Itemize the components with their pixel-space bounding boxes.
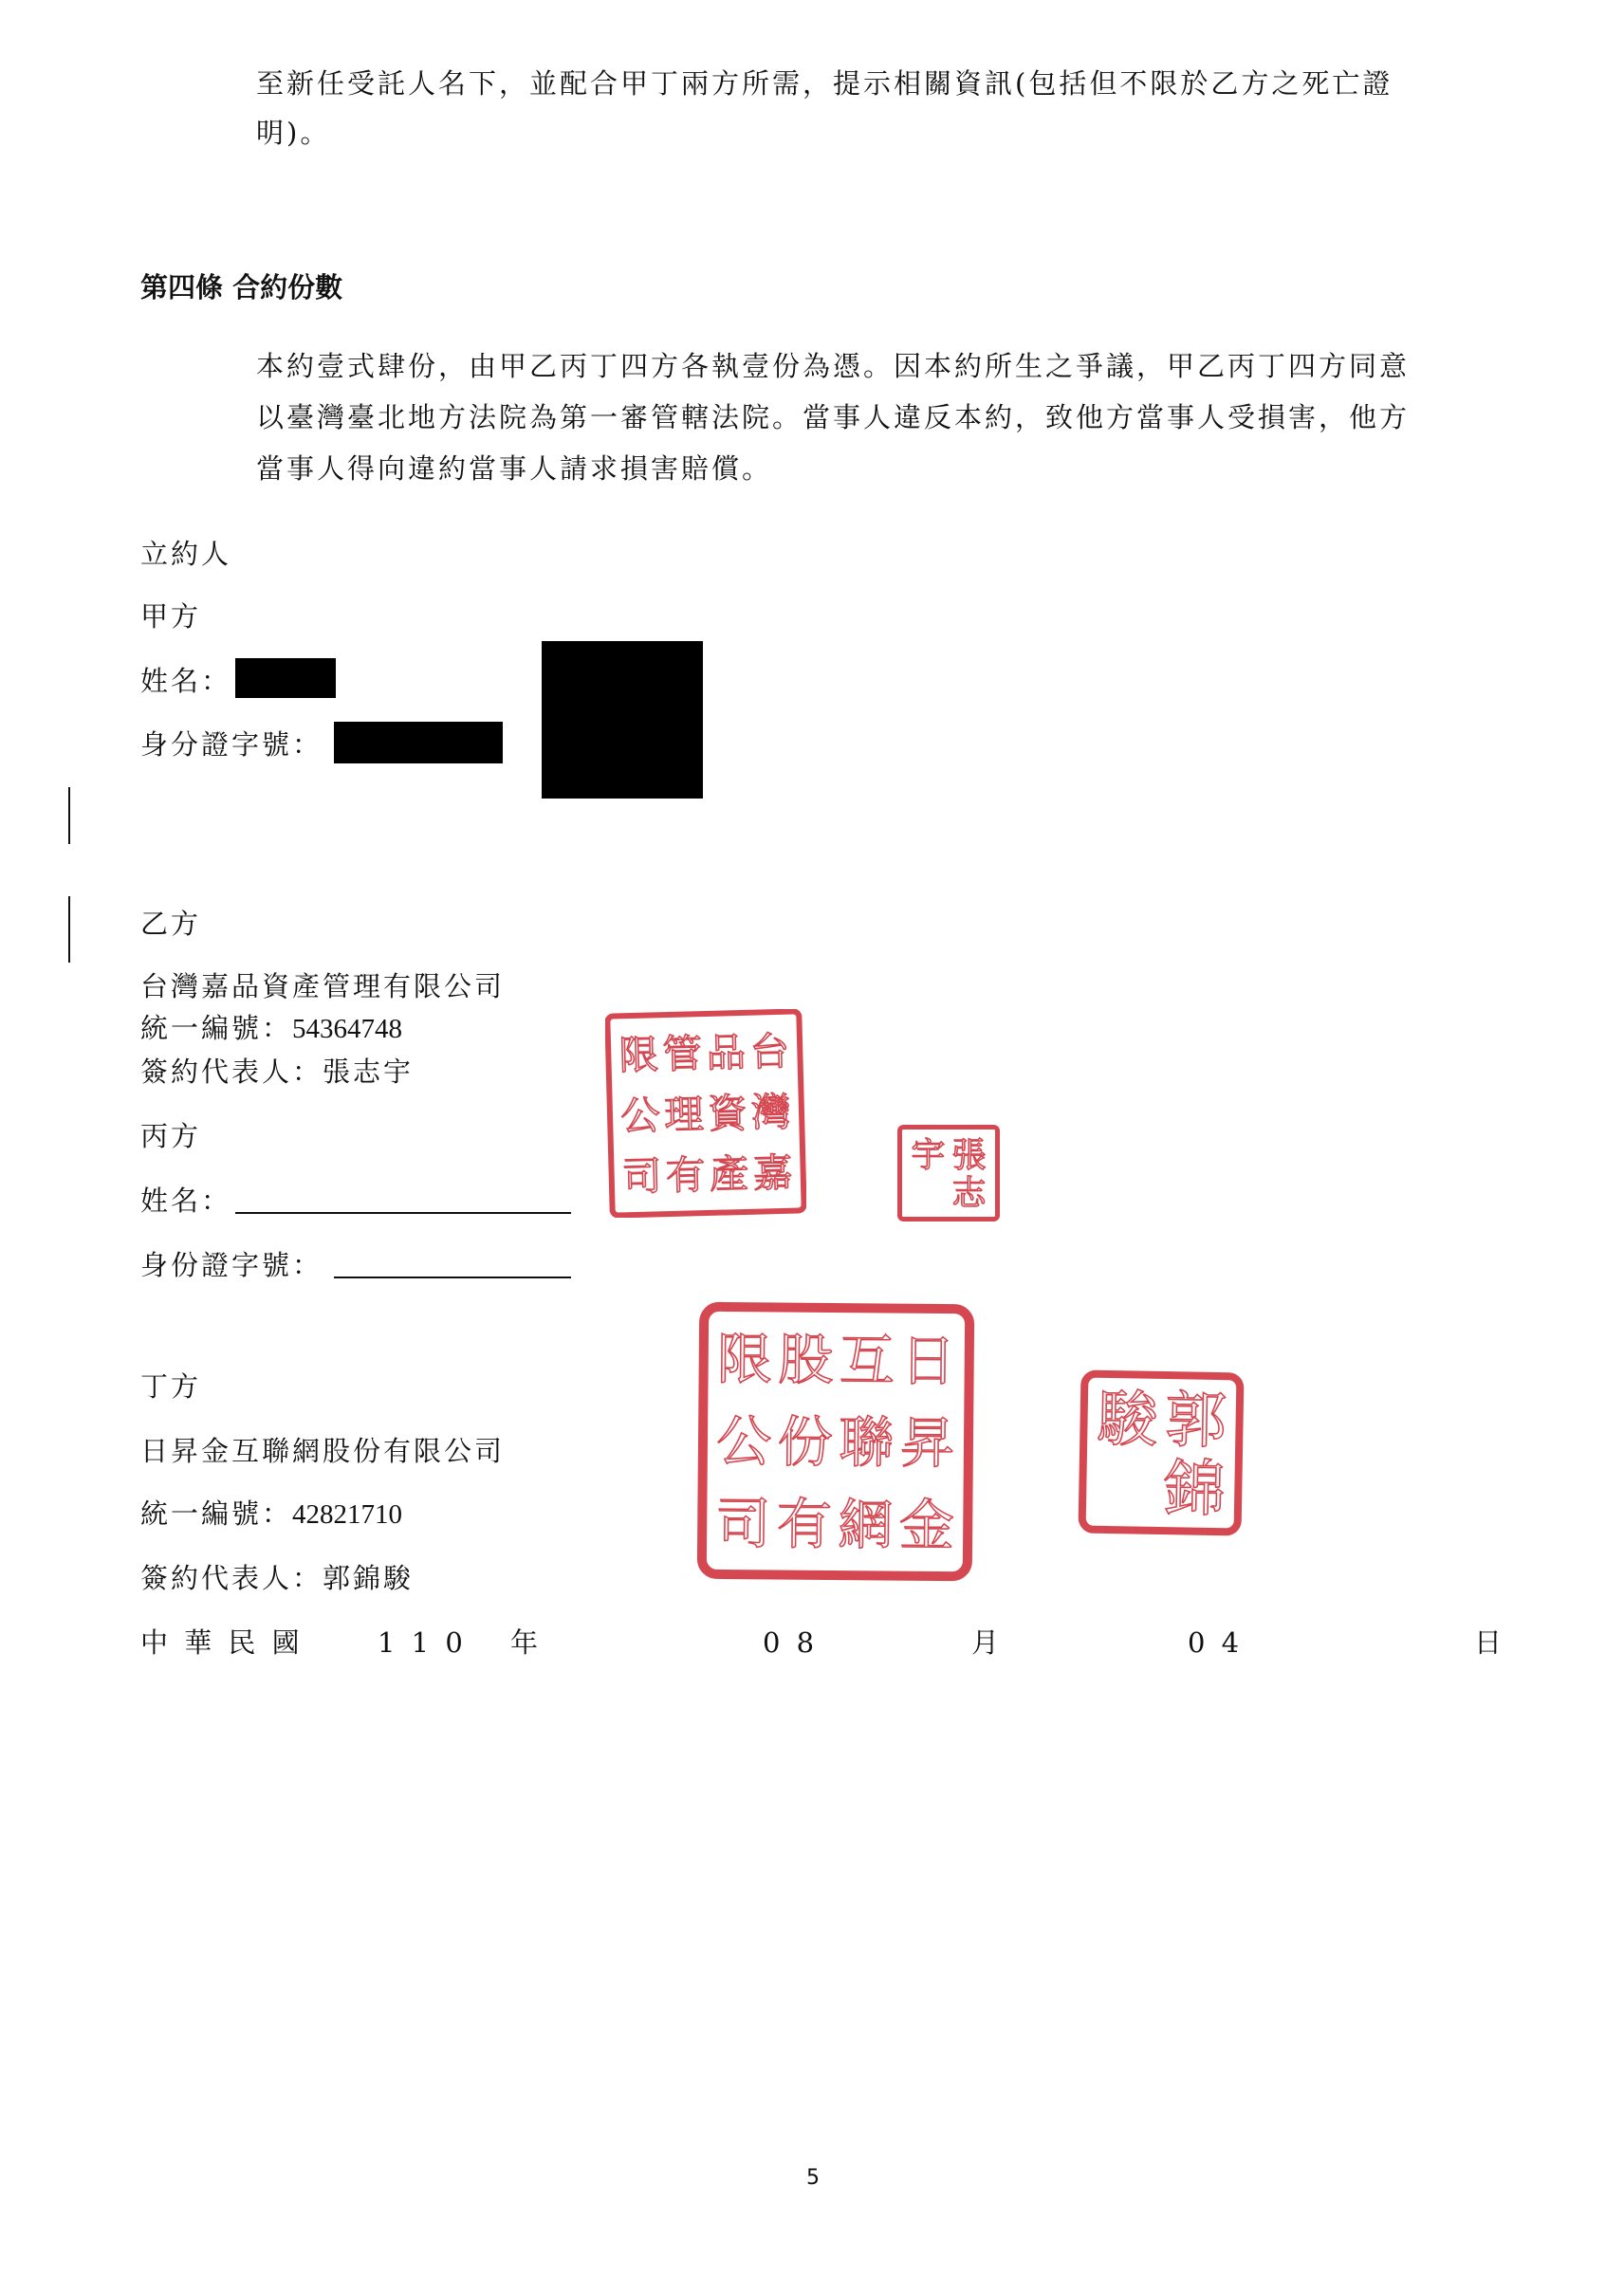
svg-text:公: 公 — [715, 1408, 772, 1475]
revision-change-bar — [68, 787, 70, 844]
date-month: 0 8 — [763, 1626, 819, 1659]
party-a-id-label: 身分證字號： — [140, 728, 323, 761]
svg-text:份: 份 — [777, 1409, 834, 1475]
svg-text:公: 公 — [619, 1093, 661, 1140]
svg-text:管: 管 — [662, 1030, 703, 1078]
party-b-company-seal — [605, 1009, 806, 1218]
svg-text:台: 台 — [749, 1028, 790, 1075]
party-d-company: 日昇金互聯網股份有限公司 — [140, 1435, 506, 1467]
date-day: 0 4 — [1188, 1626, 1244, 1659]
party-d-label: 丁方 — [140, 1370, 202, 1403]
date-era: 中 華 民 國 — [140, 1626, 304, 1659]
svg-text:郭: 郭 — [1164, 1385, 1227, 1458]
svg-text:互: 互 — [839, 1328, 895, 1393]
date-month-unit: 月 — [971, 1626, 1000, 1659]
party-b-rep-label: 簽約代表人： — [140, 1056, 323, 1088]
party-a-label: 甲方 — [140, 600, 202, 633]
party-c-label: 丙方 — [140, 1120, 202, 1152]
party-a-id-redaction — [334, 722, 503, 763]
intro-line-2: 明)。 — [256, 117, 331, 149]
svg-text:品: 品 — [706, 1029, 747, 1076]
party-c-id-blank — [334, 1277, 571, 1278]
svg-text:錦: 錦 — [1163, 1453, 1227, 1526]
party-d-rep-row — [140, 1559, 414, 1597]
article-4-line-1: 本約壹式肆份，由甲乙丙丁四方各執壹份為憑。因本約所生之爭議，甲乙丙丁四方同意 — [256, 350, 1411, 382]
svg-text:司: 司 — [621, 1153, 663, 1201]
svg-text:股: 股 — [778, 1327, 834, 1393]
svg-text:產: 產 — [709, 1150, 750, 1198]
svg-text:司: 司 — [715, 1491, 771, 1556]
svg-text:灣: 灣 — [750, 1089, 792, 1136]
svg-text:志: 志 — [951, 1173, 987, 1213]
article-4-heading: 第四條 合約份數 — [140, 271, 343, 303]
article-4-line-2: 以臺灣臺北地方法院為第一審管轄法院。當事人違反本約，致他方當事人受損害，他方 — [256, 401, 1411, 433]
party-d-tax-id: 42821710 — [292, 1499, 403, 1530]
svg-text:資: 資 — [707, 1090, 748, 1137]
svg-text:網: 網 — [838, 1492, 894, 1558]
svg-text:宇: 宇 — [911, 1135, 946, 1175]
party-c-name-label: 姓名： — [140, 1185, 232, 1217]
svg-text:有: 有 — [665, 1151, 707, 1200]
party-a-name-label: 姓名： — [140, 665, 232, 697]
party-d-rep-label: 簽約代表人： — [140, 1562, 323, 1594]
svg-text:嘉: 嘉 — [752, 1149, 793, 1197]
party-d-tax-id-row — [140, 1495, 402, 1534]
intro-line-1: 至新任受託人名下，並配合甲丁兩方所需，提示相關資訊(包括但不限於乙方之死亡證 — [256, 67, 1393, 100]
party-d-tax-id-label: 統一編號： — [140, 1497, 293, 1530]
party-a-seal-redaction — [542, 641, 703, 799]
party-a-name-redaction — [235, 658, 336, 698]
party-b-personal-seal — [895, 1123, 1002, 1223]
date-year: 1 1 0 — [378, 1626, 467, 1659]
page-number: 5 — [806, 2166, 820, 2190]
party-b-tax-id-row — [140, 1009, 402, 1048]
svg-text:張: 張 — [951, 1135, 987, 1175]
date-year-unit: 年 — [510, 1626, 539, 1659]
svg-text:日: 日 — [900, 1328, 956, 1394]
party-b-tax-id: 54364748 — [292, 1014, 403, 1044]
party-d-personal-seal — [1078, 1369, 1245, 1536]
party-c-id-label: 身份證字號： — [140, 1249, 323, 1281]
party-d-rep-name: 郭錦駿 — [323, 1562, 415, 1594]
party-b-tax-id-label: 統一編號： — [140, 1012, 293, 1044]
party-b-rep-name: 張志宇 — [323, 1056, 415, 1088]
article-4-line-3: 當事人得向違約當事人請求損害賠償。 — [256, 452, 773, 485]
svg-text:限: 限 — [716, 1327, 773, 1392]
party-b-rep-row — [140, 1053, 414, 1091]
party-c-name-blank — [235, 1212, 571, 1214]
svg-text:聯: 聯 — [838, 1409, 895, 1476]
svg-text:金: 金 — [898, 1493, 955, 1558]
signatories-title: 立約人 — [140, 538, 232, 570]
svg-text:限: 限 — [618, 1032, 659, 1079]
svg-text:有: 有 — [776, 1492, 833, 1557]
party-b-company: 台灣嘉品資產管理有限公司 — [140, 970, 506, 1002]
party-d-company-seal — [696, 1301, 975, 1582]
svg-text:理: 理 — [663, 1091, 705, 1139]
date-day-unit: 日 — [1474, 1626, 1503, 1659]
party-b-label: 乙方 — [140, 908, 202, 940]
svg-text:昇: 昇 — [899, 1410, 956, 1476]
revision-change-bar — [68, 896, 70, 963]
svg-text:駿: 駿 — [1096, 1384, 1159, 1457]
